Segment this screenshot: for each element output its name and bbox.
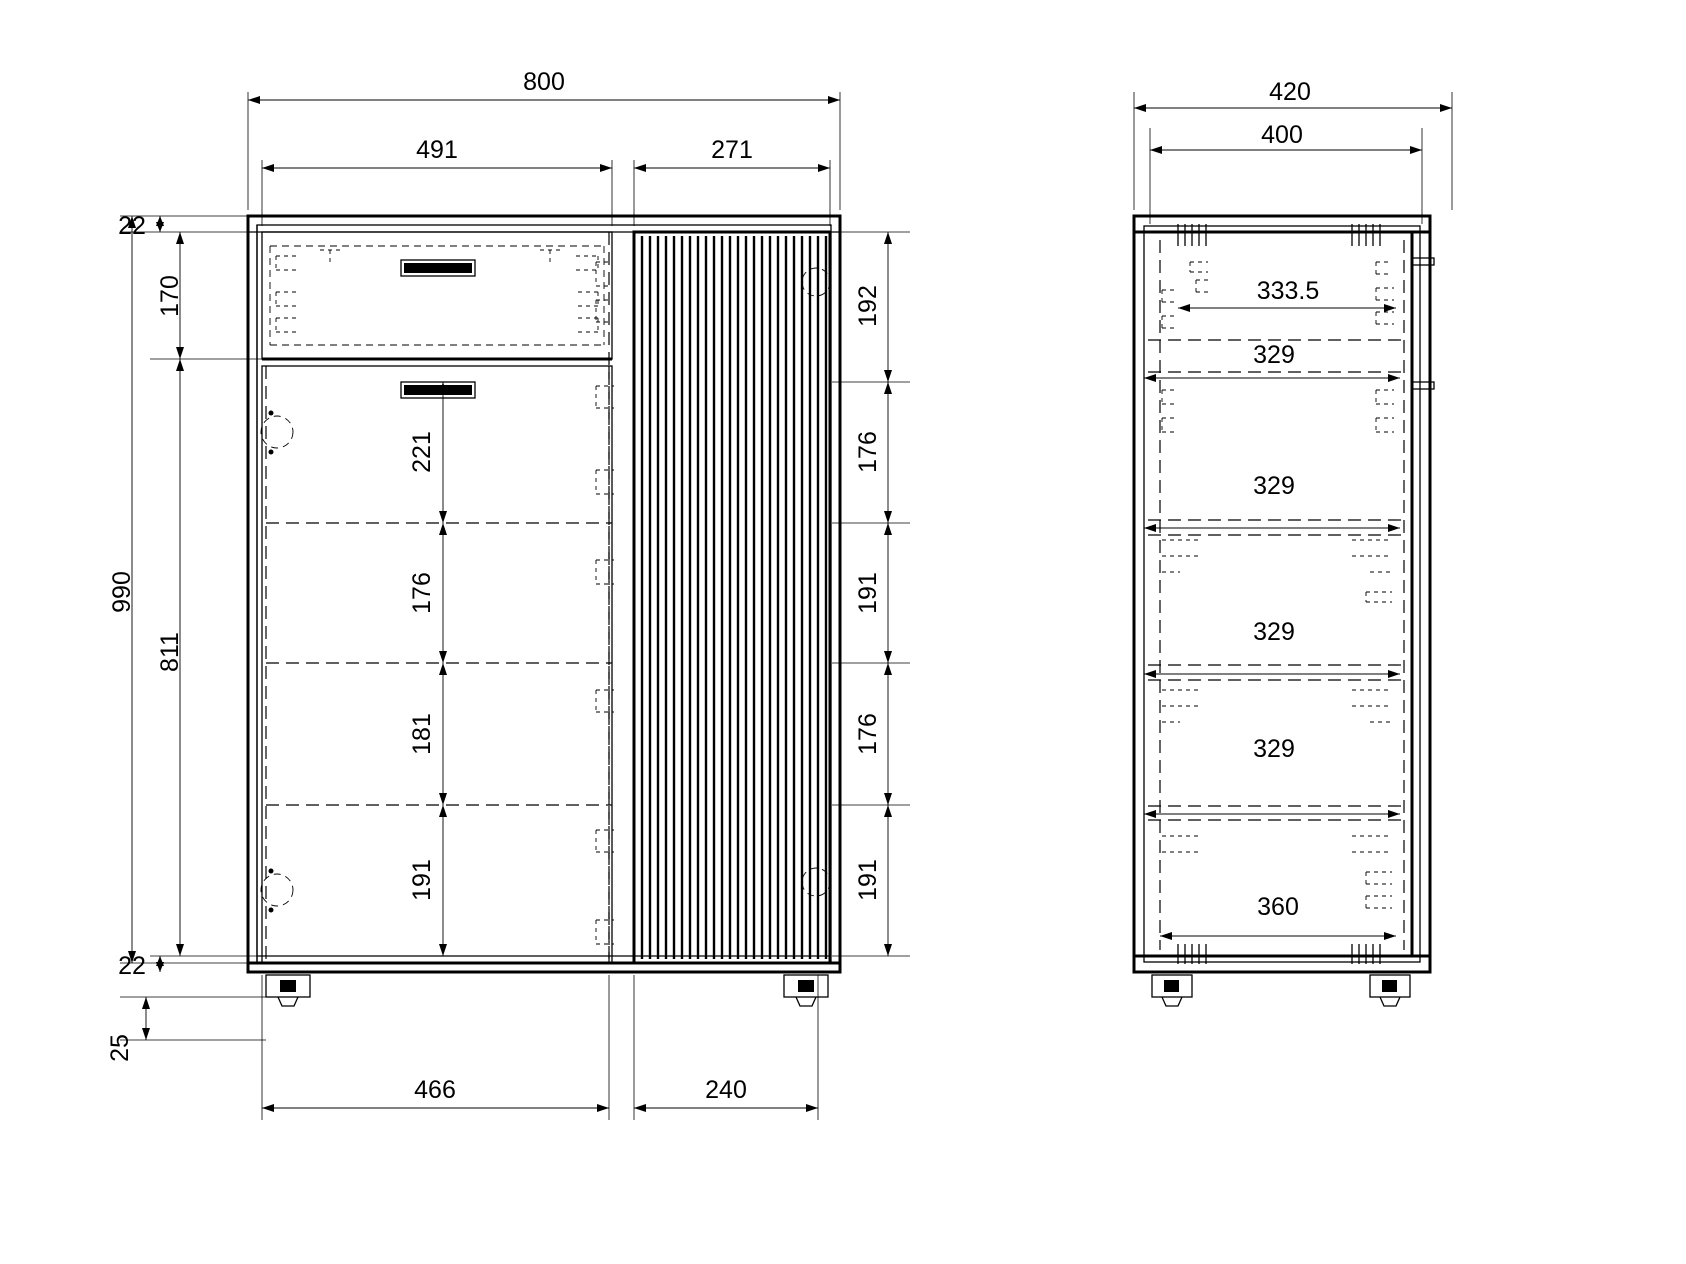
dim-22-top: 22 bbox=[118, 212, 146, 240]
dim-192: 192 bbox=[854, 285, 882, 327]
dim-191-b: 191 bbox=[854, 572, 882, 614]
dim-271: 271 bbox=[711, 136, 753, 164]
dim-491: 491 bbox=[416, 136, 458, 164]
side-view bbox=[1134, 92, 1452, 1006]
dim-176-b: 176 bbox=[854, 431, 882, 473]
dim-170: 170 bbox=[156, 275, 184, 317]
dimension-labels bbox=[106, 68, 1319, 1104]
dim-22-bottom: 22 bbox=[118, 952, 146, 980]
dim-191-a: 191 bbox=[408, 859, 436, 901]
dim-420: 420 bbox=[1269, 78, 1311, 106]
dim-25: 25 bbox=[106, 1034, 134, 1062]
dim-221: 221 bbox=[408, 431, 436, 473]
dim-329-c: 329 bbox=[1253, 618, 1295, 646]
dim-333-5: 333.5 bbox=[1256, 277, 1320, 305]
dim-990: 990 bbox=[108, 571, 136, 613]
dim-191-c: 191 bbox=[854, 859, 882, 901]
front-view bbox=[120, 92, 910, 1120]
dim-329-a: 329 bbox=[1253, 341, 1295, 369]
dim-176-c: 176 bbox=[854, 713, 882, 755]
foot-right bbox=[784, 975, 828, 1006]
dim-800: 800 bbox=[523, 68, 565, 96]
dim-360: 360 bbox=[1257, 893, 1299, 921]
dim-400: 400 bbox=[1261, 121, 1303, 149]
dim-181: 181 bbox=[408, 713, 436, 755]
side-foot-right bbox=[1370, 975, 1410, 1006]
side-foot-left bbox=[1152, 975, 1192, 1006]
dim-329-d: 329 bbox=[1253, 735, 1295, 763]
dim-466: 466 bbox=[414, 1076, 456, 1104]
dim-240: 240 bbox=[705, 1076, 747, 1104]
dim-176-a: 176 bbox=[408, 572, 436, 614]
dim-811: 811 bbox=[156, 632, 184, 672]
foot-left bbox=[266, 975, 310, 1006]
dim-329-b: 329 bbox=[1253, 472, 1295, 500]
